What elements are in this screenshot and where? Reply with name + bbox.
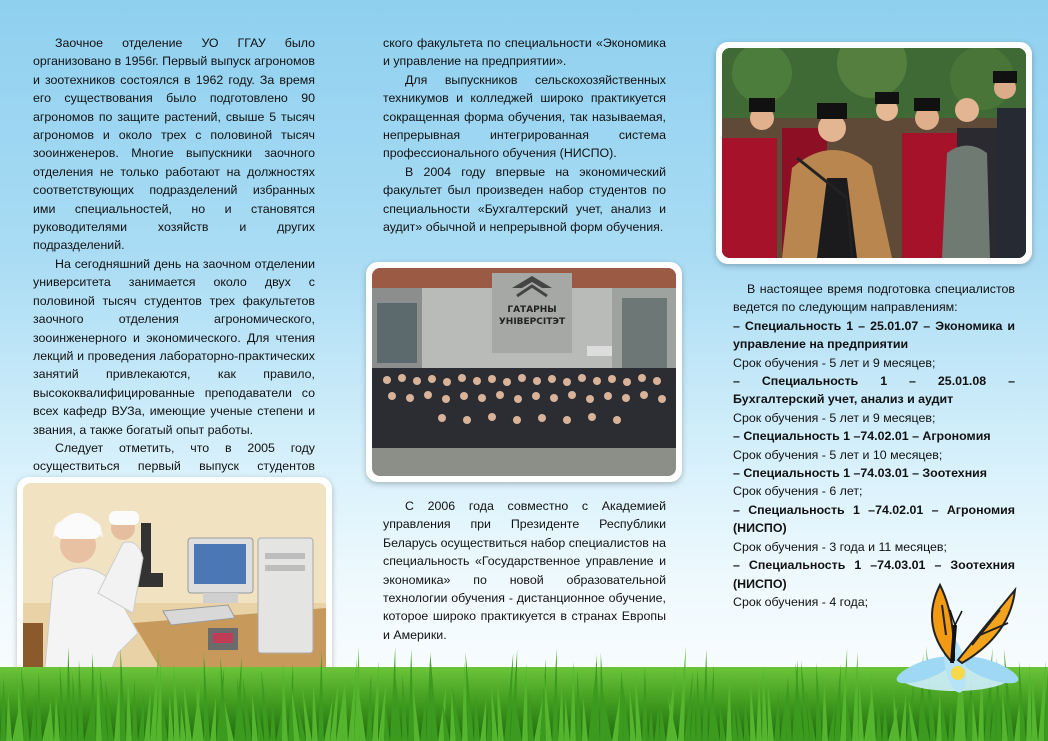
paragraph: На сегодняшний день на заочном отделении университета занимается около двух с половиной тысяч студентов трех факультетов заочного отделения агрономического, зооинженерного и экономического. Для чтения лекций и проведения лабораторно-практических занятий привлекаются, как правило, высококвалифицированные преподаватели со всех кафедр ВУЗа, имеющие ученые степени и звания, а также богатый опыт работы. bbox=[33, 256, 315, 437]
paragraph: В 2004 году впервые на экономический факультет был произведен набор студентов по специальности «Бухгалтерский учет, анализ и аудит» обычной и непрерывной форм обучения. bbox=[383, 164, 666, 235]
building-image bbox=[372, 268, 676, 476]
paragraph-continuation: ского факультета по специальности «Экономика и управление на предприятии». bbox=[383, 36, 666, 69]
paragraph: С 2006 года совместно с Академией управления при Президенте Республики Беларусь осуществиться набор специалистов на специальность «Государственное управление и экономика» по новой образовательной технологии обучения - дистанционное обучение, которое широко практикуется в странах Европы и Америки. bbox=[383, 499, 667, 642]
specialty-term: Срок обучения - 4 года; bbox=[733, 594, 869, 609]
flower-icon bbox=[894, 636, 1022, 695]
paragraph: Для выпускников сельскохозяйственных техникумов и колледжей широко практикуется сокращенная форма обучения, так называемая, непрерывная интегрированная система профессионального обучения (НИСПО). bbox=[383, 72, 666, 161]
building-group-photo bbox=[366, 262, 682, 482]
specialty-name: – Специальность 1 –74.02.01 – Агрономия bbox=[733, 429, 991, 444]
specialty-term: Срок обучения - 3 года и 11 месяцев; bbox=[733, 539, 947, 554]
specialty-name: – Специальность 1 – 25.01.07 – Экономика и управление на предприятии bbox=[733, 318, 1015, 352]
butterfly-decoration bbox=[880, 565, 1030, 705]
specialty-name: – Специальность 1 –74.03.01 – Зоотехния (НИСПО) bbox=[733, 558, 1015, 591]
building-sign-line2: УНІВЕРСІТЭТ bbox=[498, 317, 566, 327]
specialty-term: Срок обучения - 6 лет; bbox=[733, 484, 863, 499]
specialty-name: – Специальность 1 – 25.01.08 – Бухгалтерский учет, анализ и аудит bbox=[733, 374, 1015, 407]
paragraph: Заочное отделение УО ГГАУ было организовано в 1956г. Первый выпуск агрономов и зоотехников состоялся в 1962 году. За время его существования было подготовлено 90 агрономов по защите растений, свыше 5 тысяч агрономов и около трех с половиной тысяч зооинженеров. Многие выпускники заочного отделения не только работают на должностях соответствующих подразделений избранных ими специальностей, но и становятся руководителями хозяйств и других подразделений. bbox=[33, 36, 315, 253]
column-left bbox=[33, 34, 315, 494]
specialty-name: – Специальность 1 –74.03.01 – Зоотехния bbox=[733, 466, 988, 481]
building-sign-line1: ГАТАРНЫ bbox=[507, 305, 557, 315]
paragraph: Следует отметить, что в 2005 году осуществиться первый выпуск студентов bbox=[33, 440, 315, 474]
ceremony-photo bbox=[716, 42, 1032, 264]
ceremony-image bbox=[722, 48, 1026, 258]
specialty-term: Срок обучения - 5 лет и 9 месяцев; bbox=[733, 355, 936, 370]
butterfly-icon bbox=[932, 585, 1015, 663]
column-right bbox=[733, 280, 1015, 611]
specialty-name: – Специальность 1 –74.02.01 – Агрономия (НИСПО) bbox=[733, 502, 1015, 536]
specialty-term: Срок обучения - 5 лет и 10 месяцев; bbox=[733, 447, 943, 462]
column-middle bbox=[383, 34, 666, 236]
specialty-term: Срок обучения - 5 лет и 9 месяцев; bbox=[733, 410, 936, 425]
specialties-intro: В настоящее время подготовка специалистов ведется по следующим направлениям: bbox=[733, 282, 1015, 315]
